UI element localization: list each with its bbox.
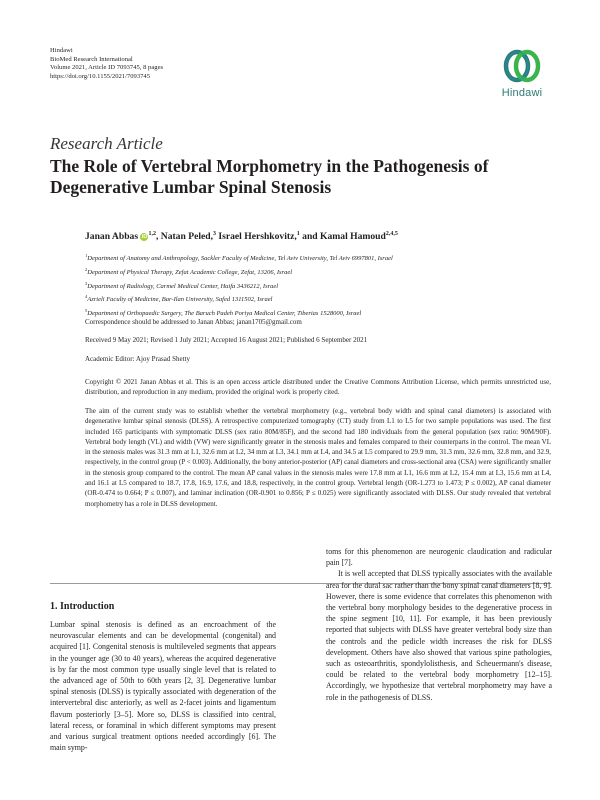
- right-column: [326, 546, 552, 703]
- academic-editor: Academic Editor: Ajoy Prasad Shetty: [85, 355, 190, 363]
- author-name[interactable]: Janan Abbas: [85, 231, 139, 243]
- affiliation-text: Department of Physical Therapy, Zefat Academic College, Zefat, 13206, Israel: [87, 268, 293, 276]
- section-heading: 1. Introduction: [50, 601, 115, 612]
- paragraph: Lumbar spinal stenosis is defined as an encroachment of the neurovascular elements and can be developmental (congenital) and acquired [1]. Congenital stenosis is multileveled segments that appears in the younger age (30 to 40 years), whereas the acquired degenerative is by far the most common type usually single level that is related to the advanced age of 50th to 60th years [2, 3]. Degenerative lumbar spinal stenosis (DLSS) is typically associated with degeneration of the intervertebral disc anteriorly, as well as 2-facet joints and ligamentum flavum posteriorly [3–5]. More so, DLSS is classified into central, lateral recess, or foraminal in which different symptoms may present and various surgical treatment options needed accordingly [6]. The main symp-: [50, 620, 276, 753]
- paragraph: toms for this phenomenon are neurogenic claudication and radicular pain [7].: [326, 547, 552, 568]
- affiliation-item: [85, 265, 555, 279]
- volume-info: Volume 2021, Article ID 7093745, 8 pages: [50, 64, 164, 72]
- author-affil-sup: 1: [296, 231, 300, 237]
- affiliation-item: [85, 251, 555, 265]
- hindawi-logo-word: Hindawi: [501, 87, 543, 99]
- copyright-notice: Copyright © 2021 Janan Abbas et al. This is an open access article distributed under the Creative Commons Attribution License, which permits unrestricted use, distribution, and reproduction in any medium, provided the original work is properly cited.: [85, 378, 551, 396]
- affiliation-text: Department of Radiology, Carmel Medical Center, Haifa 3436212, Israel: [87, 282, 279, 290]
- article-type: Research Article: [50, 134, 163, 153]
- affiliation-number: 2: [85, 266, 88, 272]
- affiliation-number: 1: [85, 253, 88, 258]
- affiliation-number: 5: [85, 308, 88, 313]
- publisher-name: Hindawi: [50, 47, 73, 54]
- author-name[interactable]: Natan Peled,: [160, 231, 213, 243]
- article-title: The Role of Vertebral Morphometry in the Pathogenesis of Degenerative Lumbar Spinal Stenosis: [50, 156, 489, 197]
- author-affil-sup: 3: [213, 231, 216, 237]
- affiliation-text: Department of Orthopaedic Surgery, The Baruch Padeh Poriya Medical Center, Tiberias 1528000, Israel: [87, 310, 362, 318]
- paragraph: It is well accepted that DLSS typically associates with the available area for the dural sac rather than the bony spinal canal diameters [8, 9]. However, there is some evidence that correlates this phenomenon with the vertebral bony morphology besides to the degenerative process in the spine segment [10, 11]. For example, it has been previously reported that subjects with DLSS have greater vertebral body size than the controls and the pedicle width increases the risk for DLSS development. Others have also showed that various spine pathologies, such as osteoarthritis, spondylolisthesis, and Scheuermann's disease, could be related to the vertebral body morphometry [12–15]. Accordingly, we hypothesize that vertebral morphometry may have a role in the pathogenesis of DLSS.: [326, 569, 552, 702]
- affiliation-number: 4: [85, 294, 88, 300]
- affiliation-text: Azrieli Faculty of Medicine, Bar-Ilan University, Safed 1311502, Israel: [87, 296, 273, 304]
- left-column: [50, 600, 276, 753]
- author-name[interactable]: Israel Hershkovitz,: [218, 231, 297, 243]
- author-affil-sup: 1,2: [148, 231, 156, 237]
- hindawi-logo-icon: [500, 46, 544, 86]
- affiliation-item: [85, 279, 555, 293]
- affiliation-number: 3: [85, 280, 88, 286]
- orcid-icon[interactable]: iD: [141, 234, 148, 241]
- author-name[interactable]: and Kamal Hamoud: [302, 231, 386, 243]
- affiliations: [85, 251, 555, 320]
- abstract: The aim of the current study was to establish whether the vertebral morphometry (e.g., vertebral body width and spinal canal diameters) is associated with degenerative lumbar spinal stenosis (DLSS). A retrospective computerized tomography (CT) study from L1 to L5 for two sample populations was used. The first included 165 participants with symptomatic DLSS (sex ratio 80M/85F), and the second had 180 individuals from the general population (sex ratio: 90M/90F). Vertebral body length (VL) and width (VW) were significantly greater in the stenosis males and females compared to their counterparts in the control. The mean VL in the stenosis males was 31.3 mm at L1, 32.6 mm at L2, 34 mm at L3, 34.1 mm at L4, and 34.5 at L5 compared to 29.9 mm, 31.3 mm, 32.6 mm, 32.8 mm, and 32.9, respectively, in the control group (P < 0.003). Additionally, the bony anterior-posterior (AP) canal diameters and cross-sectional area (CSA) were significantly smaller in the stenosis group compared to the control. The mean AP canal values in the stenosis males were 17.8 mm at L1, 16.6 mm at L2, 15.4 mm at L3, 15.6 mm at L4, and 16.1 at L5 compared to 18.7, 17.8, 16.9, 17.6, and 18.8, respectively, in the control group. Vertebral length (OR-1.273 to 1.473; P ≤ 0.002), AP canal diameter (OR-0.474 to 0.664; P ≤ 0.007), and laminar inclination (OR-0.901 to 0.856; P ≤ 0.025) were significantly associated with DLSS. Our study revealed that vertebral morphometry has a role in DLSS development.: [85, 407, 551, 508]
- affiliation-text: Department of Anatomy and Anthropology, Sackler Faculty of Medicine, Tel Aviv University, Tel Aviv 6997801, Israel: [87, 255, 393, 263]
- author-affil-sup: 2,4,5: [385, 231, 398, 237]
- article-dates: Received 9 May 2021; Revised 1 July 2021; Accepted 16 August 2021; Published 6 September 2021: [85, 336, 368, 344]
- journal-meta: [50, 47, 163, 81]
- affiliation-item: [85, 292, 555, 306]
- hindawi-logo: [492, 46, 552, 108]
- doi-link[interactable]: https://doi.org/10.1155/2021/7093745: [50, 72, 151, 80]
- correspondence: Correspondence should be addressed to Janan Abbas; janan1705@gmail.com: [85, 318, 302, 326]
- journal-name: BioMed Research International: [50, 55, 133, 63]
- author-list: Janan Abbas iD$^{1,2}$, Natan Peled,$^3$ Israel Hershkovitz,$^1$ and Kamal Hamoud$^{2,4,5}$: [85, 231, 398, 243]
